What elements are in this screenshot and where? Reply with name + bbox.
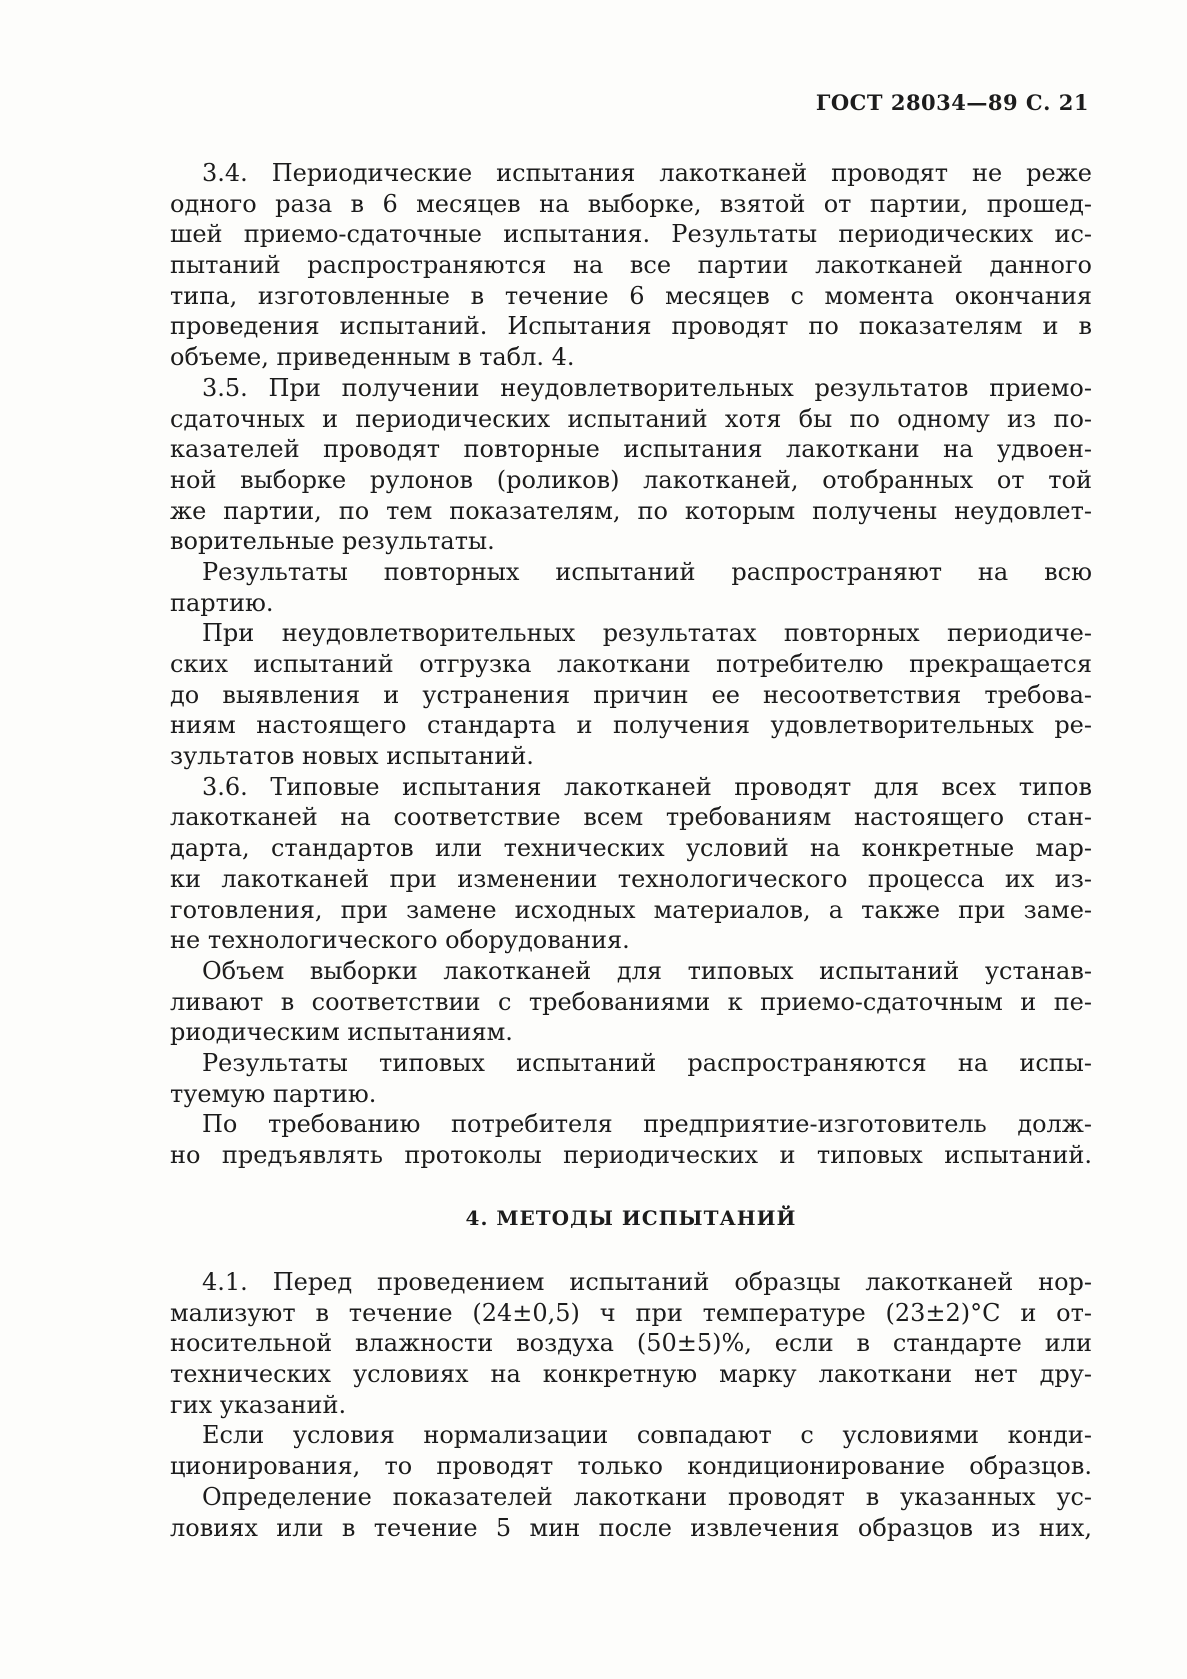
section-heading: 4. МЕТОДЫ ИСПЫТАНИЙ (465, 1206, 797, 1230)
text-line: ловиях или в течение 5 мин после извлечения образцов из них, (170, 1513, 1092, 1542)
text-line: Результаты повторных испытаний распространяют на всю (202, 557, 1092, 586)
text-line: технических условиях на конкретную марку лакоткани нет дру- (170, 1360, 1092, 1389)
text-line: гих указаний. (170, 1390, 347, 1419)
text-line: сдаточных и периодических испытаний хотя бы по одному из по- (170, 404, 1092, 433)
running-header: ГОСТ 28034—89 С. 21 (815, 90, 1089, 115)
text-line: ционирования, то проводят только кондиционирование образцов. (170, 1452, 1092, 1481)
text-line: ских испытаний отгрузка лакоткани потребителю прекращается (170, 650, 1092, 678)
text-line: 3.4. Периодические испытания лакотканей проводят не реже (202, 159, 1092, 187)
text-line: но предъявлять протоколы периодических и типовых испытаний. (170, 1141, 1092, 1169)
text-line: казателей проводят повторные испытания лакоткани на удвоен- (170, 435, 1092, 464)
text-line: Результаты типовых испытаний распространяются на испы- (202, 1048, 1092, 1077)
text-line: Если условия нормализации совпадают с условиями конди- (202, 1421, 1092, 1450)
text-line: мализуют в течение (24±0,5) ч при температуре (23±2)°С и от- (170, 1298, 1092, 1327)
text-line: готовления, при замене исходных материалов, а также при заме- (170, 895, 1092, 924)
text-line: 4.1. Перед проведением испытаний образцы лакотканей нор- (202, 1268, 1092, 1296)
text-line: зультатов новых испытаний. (170, 742, 534, 771)
text-line: дарта, стандартов или технических условий на конкретные мар- (170, 834, 1092, 863)
text-line: ниям настоящего стандарта и получения удовлетворительных ре- (170, 711, 1092, 740)
text-line: туемую партию. (170, 1079, 377, 1108)
text-line: По требованию потребителя предприятие-изготовитель долж- (202, 1110, 1092, 1139)
text-line: объеме, приведенным в табл. 4. (170, 343, 575, 372)
text-line: ворительные результаты. (170, 527, 495, 556)
text-line: ной выборке рулонов (роликов) лакотканей, отобранных от той (170, 465, 1092, 494)
text-line: типа, изготовленные в течение 6 месяцев с момента окончания (170, 281, 1092, 310)
text-line: носительной влажности воздуха (50±5)%, если в стандарте или (170, 1329, 1092, 1358)
text-line: партию. (170, 588, 274, 617)
section-3-text (170, 158, 1092, 1171)
text-line: проведения испытаний. Испытания проводят по показателям и в (170, 312, 1092, 341)
text-line: 3.5. При получении неудовлетворительных результатов приемо- (202, 373, 1092, 402)
text-line: Определение показателей лакоткани проводят в указанных ус- (202, 1482, 1092, 1511)
text-line: же партии, по тем показателям, по которым получены неудовлет- (170, 496, 1092, 525)
text-line: ливают в соответствии с требованиями к приемо-сдаточным и пе- (170, 987, 1092, 1016)
text-line: лакотканей на соответствие всем требованиям настоящего стан- (170, 803, 1092, 832)
text-line: риодическим испытаниям. (170, 1018, 513, 1047)
text-line: 3.6. Типовые испытания лакотканей проводят для всех типов (202, 772, 1092, 801)
text-line: пытаний распространяются на все партии лакотканей данного (170, 251, 1092, 280)
section-4-text (170, 1267, 1092, 1543)
text-line: При неудовлетворительных результатах повторных периодиче- (202, 619, 1092, 648)
text-line: одного раза в 6 месяцев на выборке, взятой от партии, прошед- (170, 189, 1092, 218)
text-line: ки лакотканей при изменении технологического процесса их из- (170, 864, 1092, 893)
text-line: до выявления и устранения причин ее несоответствия требова- (170, 680, 1092, 709)
text-line: шей приемо-сдаточные испытания. Результаты периодических ис- (170, 220, 1092, 249)
text-line: не технологического оборудования. (170, 926, 630, 955)
text-line: Объем выборки лакотканей для типовых испытаний устанав- (202, 956, 1092, 985)
